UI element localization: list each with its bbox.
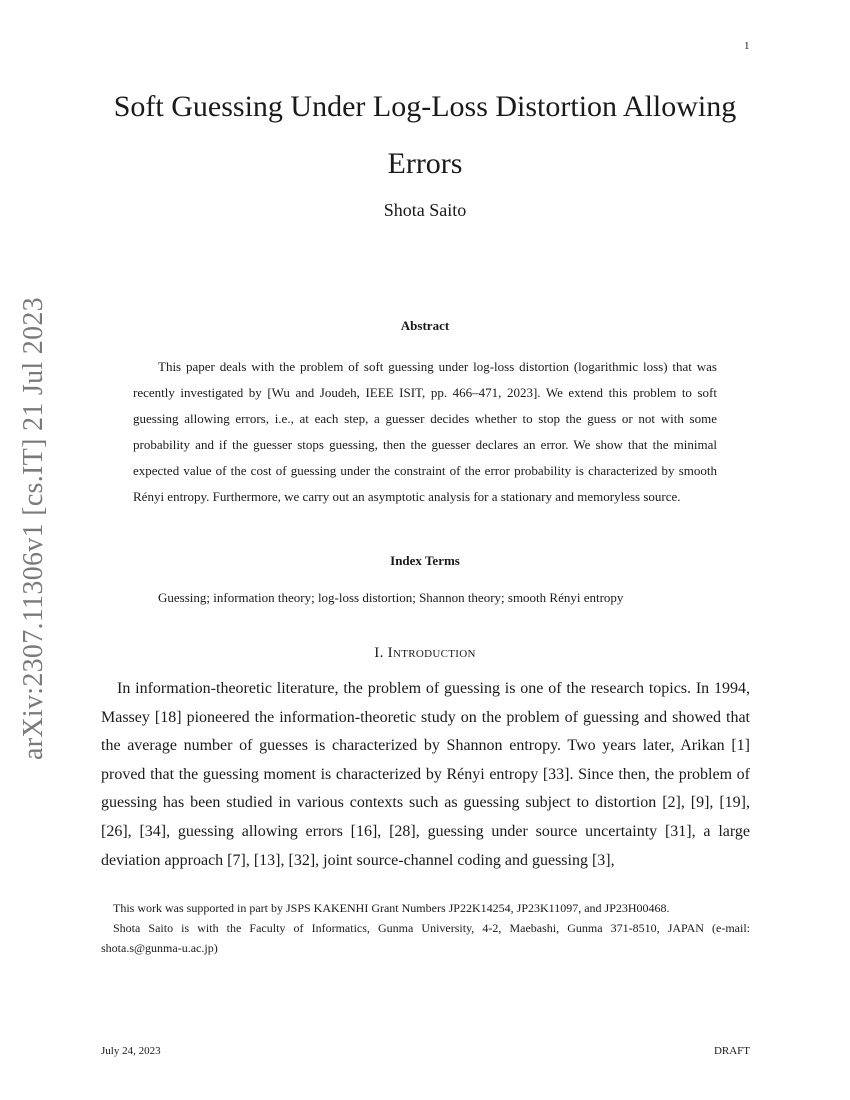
footer-draft-label: DRAFT	[713, 1045, 750, 1057]
abstract-heading: Abstract	[400, 318, 450, 333]
introduction-text: In information-theoretic literature, the problem of guessing is one of the research topics. In 1994, Massey [18] pioneered the information-theoretic study on the problem of guessing and showed that the average number of guesses is characterized by Shannon entropy. Two years later, Arikan [1] proved that the guessing moment is characterized by Rényi entropy [33]. Since then, the problem of guessing has been studied in various contexts such as guessing subject to distortion [2], [9], [19], [26], [34], guessing allowing errors [16], [28], guessing under source uncertainty [31], a large deviation approach [7], [13], [32], joint source-channel coding and guessing [3],	[101, 680, 750, 869]
index-terms-text: Guessing; information theory; log-loss distortion; Shannon theory; smooth Rényi entropy	[158, 590, 624, 605]
arxiv-identifier-stamp: arXiv:2307.11306v1 [cs.IT] 21 Jul 2023	[18, 297, 49, 760]
author-name: Shota Saito	[383, 200, 467, 220]
footnote-funding: This work was supported in part by JSPS KAKENHI Grant Numbers JP22K14254, JP23K11097, and JP23H00468.	[113, 901, 670, 915]
index-terms-heading: Index Terms	[390, 553, 460, 568]
footer-date: July 24, 2023	[101, 1045, 161, 1057]
paper-title: Soft Guessing Under Log-Loss Distortion Allowing Errors	[113, 90, 737, 180]
page-number: 1	[744, 40, 750, 52]
footnote-affiliation: Shota Saito is with the Faculty of Informatics, Gunma University, 4-2, Maebashi, Gunma 371-8510, JAPAN (e-mail: shota.s@gunma-u.ac.jp)	[101, 921, 750, 955]
footnotes	[101, 898, 750, 958]
abstract-text: This paper deals with the problem of soft guessing under log-loss distortion (logarithmic loss) that was recently investigated by [Wu and Joudeh, IEEE ISIT, pp. 466–471, 2023]. We extend this problem to soft guessing allowing errors, i.e., at each step, a guesser decides whether to stop the guess or not with some probability and if the guesser stops guessing, then the guesser declares an error. We show that the minimal expected value of the cost of guessing under the constraint of the error probability is characterized by smooth Rényi entropy. Furthermore, we carry out an asymptotic analysis for a stationary and memoryless source.	[133, 359, 717, 504]
introduction-heading: I. Introduction	[374, 645, 476, 661]
